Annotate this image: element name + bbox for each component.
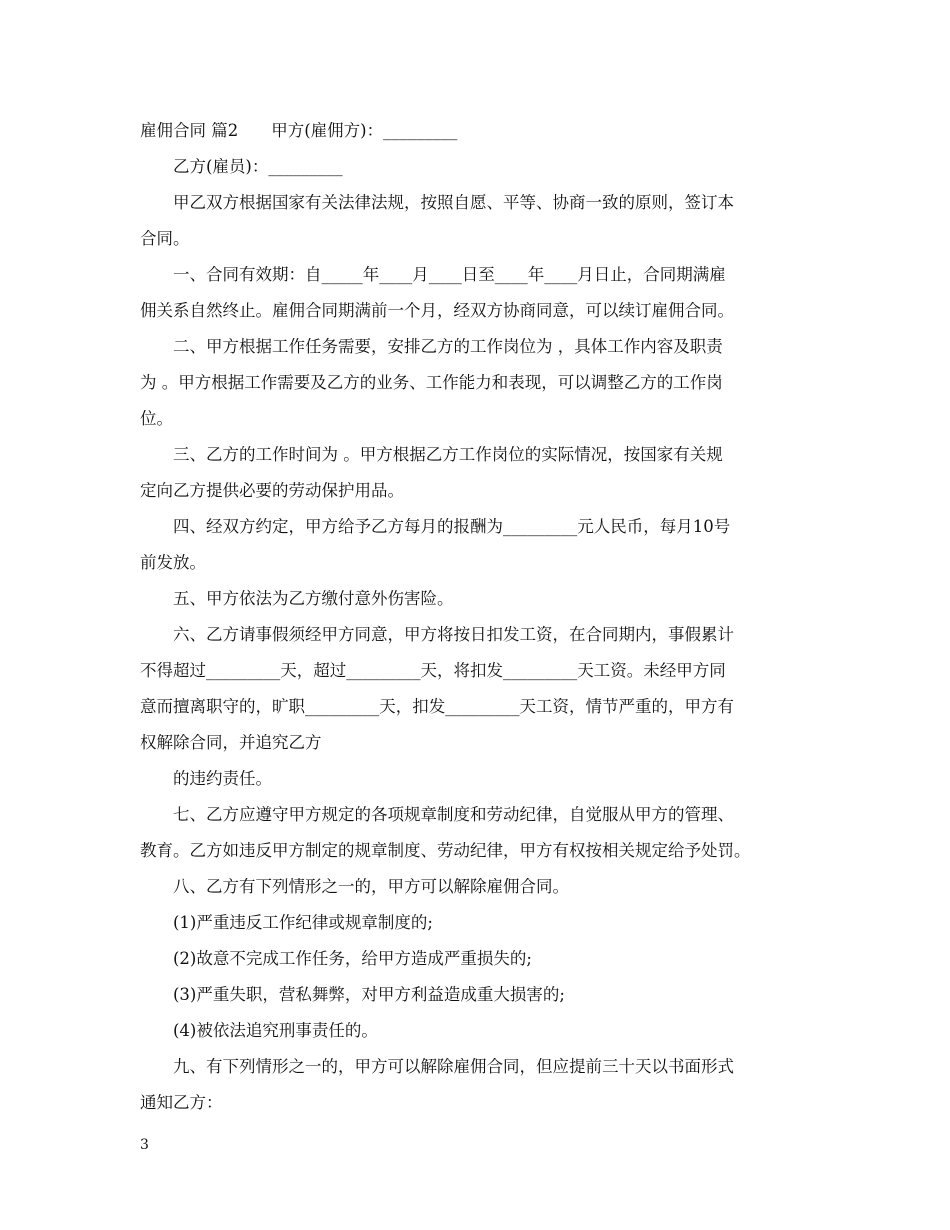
text-line: 甲乙双方根据国家有关法律法规，按照自愿、平等、协商一致的原则，签订本 — [173, 193, 734, 212]
text-line: 不得超过_________天，超过_________天，将扣发_________天工资。未经甲方同 — [140, 661, 726, 680]
text-line: (2)故意不完成工作任务，给甲方造成严重损失的; — [173, 949, 532, 968]
text-line: 二、甲方根据工作任务需要，安排乙方的工作岗位为 ，具体工作内容及职责 — [173, 337, 723, 356]
text-line: 定向乙方提供必要的劳动保护用品。 — [140, 481, 404, 500]
text-line: 九、有下列情形之一的，甲方可以解除雇佣合同，但应提前三十天以书面形式 — [173, 1057, 734, 1076]
text-line: 一、合同有效期：自_____年____月____日至____年____月日止，合同期满雇 — [173, 265, 726, 284]
page-number: 3 — [140, 1137, 149, 1153]
text-line: 七、乙方应遵守甲方规定的各项规章制度和劳动纪律，自觉服从甲方的管理、 — [173, 805, 734, 824]
text-line: 前发放。 — [140, 553, 206, 572]
text-line: 合同。 — [140, 229, 190, 248]
text-line: 六、乙方请事假须经甲方同意，甲方将按日扣发工资，在合同期内，事假累计 — [173, 625, 734, 644]
text-line: 教育。乙方如违反甲方制定的规章制度、劳动纪律，甲方有权按相关规定给予处罚。 — [140, 841, 751, 860]
document-body — [140, 113, 820, 1121]
text-line: 雇佣合同 篇2 甲方(雇佣方)：_________ — [140, 121, 458, 140]
text-line: 佣关系自然终止。雇佣合同期满前一个月，经双方协商同意，可以续订雇佣合同。 — [140, 301, 734, 320]
text-line: 为 。甲方根据工作需要及乙方的业务、工作能力和表现，可以调整乙方的工作岗 — [140, 373, 723, 392]
text-line: 通知乙方： — [140, 1093, 223, 1112]
text-line: 八、乙方有下列情形之一的，甲方可以解除雇佣合同。 — [173, 877, 569, 896]
text-line: 位。 — [140, 409, 173, 428]
text-line: (1)严重违反工作纪律或规章制度的; — [173, 913, 433, 932]
text-line: 四、经双方约定，甲方给予乙方每月的报酬为_________元人民币，每月10号 — [173, 517, 731, 536]
text-line: 权解除合同，并追究乙方 — [140, 733, 322, 752]
text-line: 乙方(雇员)：_________ — [173, 157, 343, 176]
text-line: (3)严重失职，营私舞弊，对甲方利益造成重大损害的; — [173, 985, 565, 1004]
text-line: 意而擅离职守的，旷职_________天，扣发_________天工资，情节严重的，甲方有 — [140, 697, 734, 716]
text-line: 五、甲方依法为乙方缴付意外伤害险。 — [173, 589, 454, 608]
text-line: 三、乙方的工作时间为 。甲方根据乙方工作岗位的实际情况，按国家有关规 — [173, 445, 723, 464]
text-line: (4)被依法追究刑事责任的。 — [173, 1021, 378, 1040]
text-line: 的违约责任。 — [173, 769, 272, 788]
